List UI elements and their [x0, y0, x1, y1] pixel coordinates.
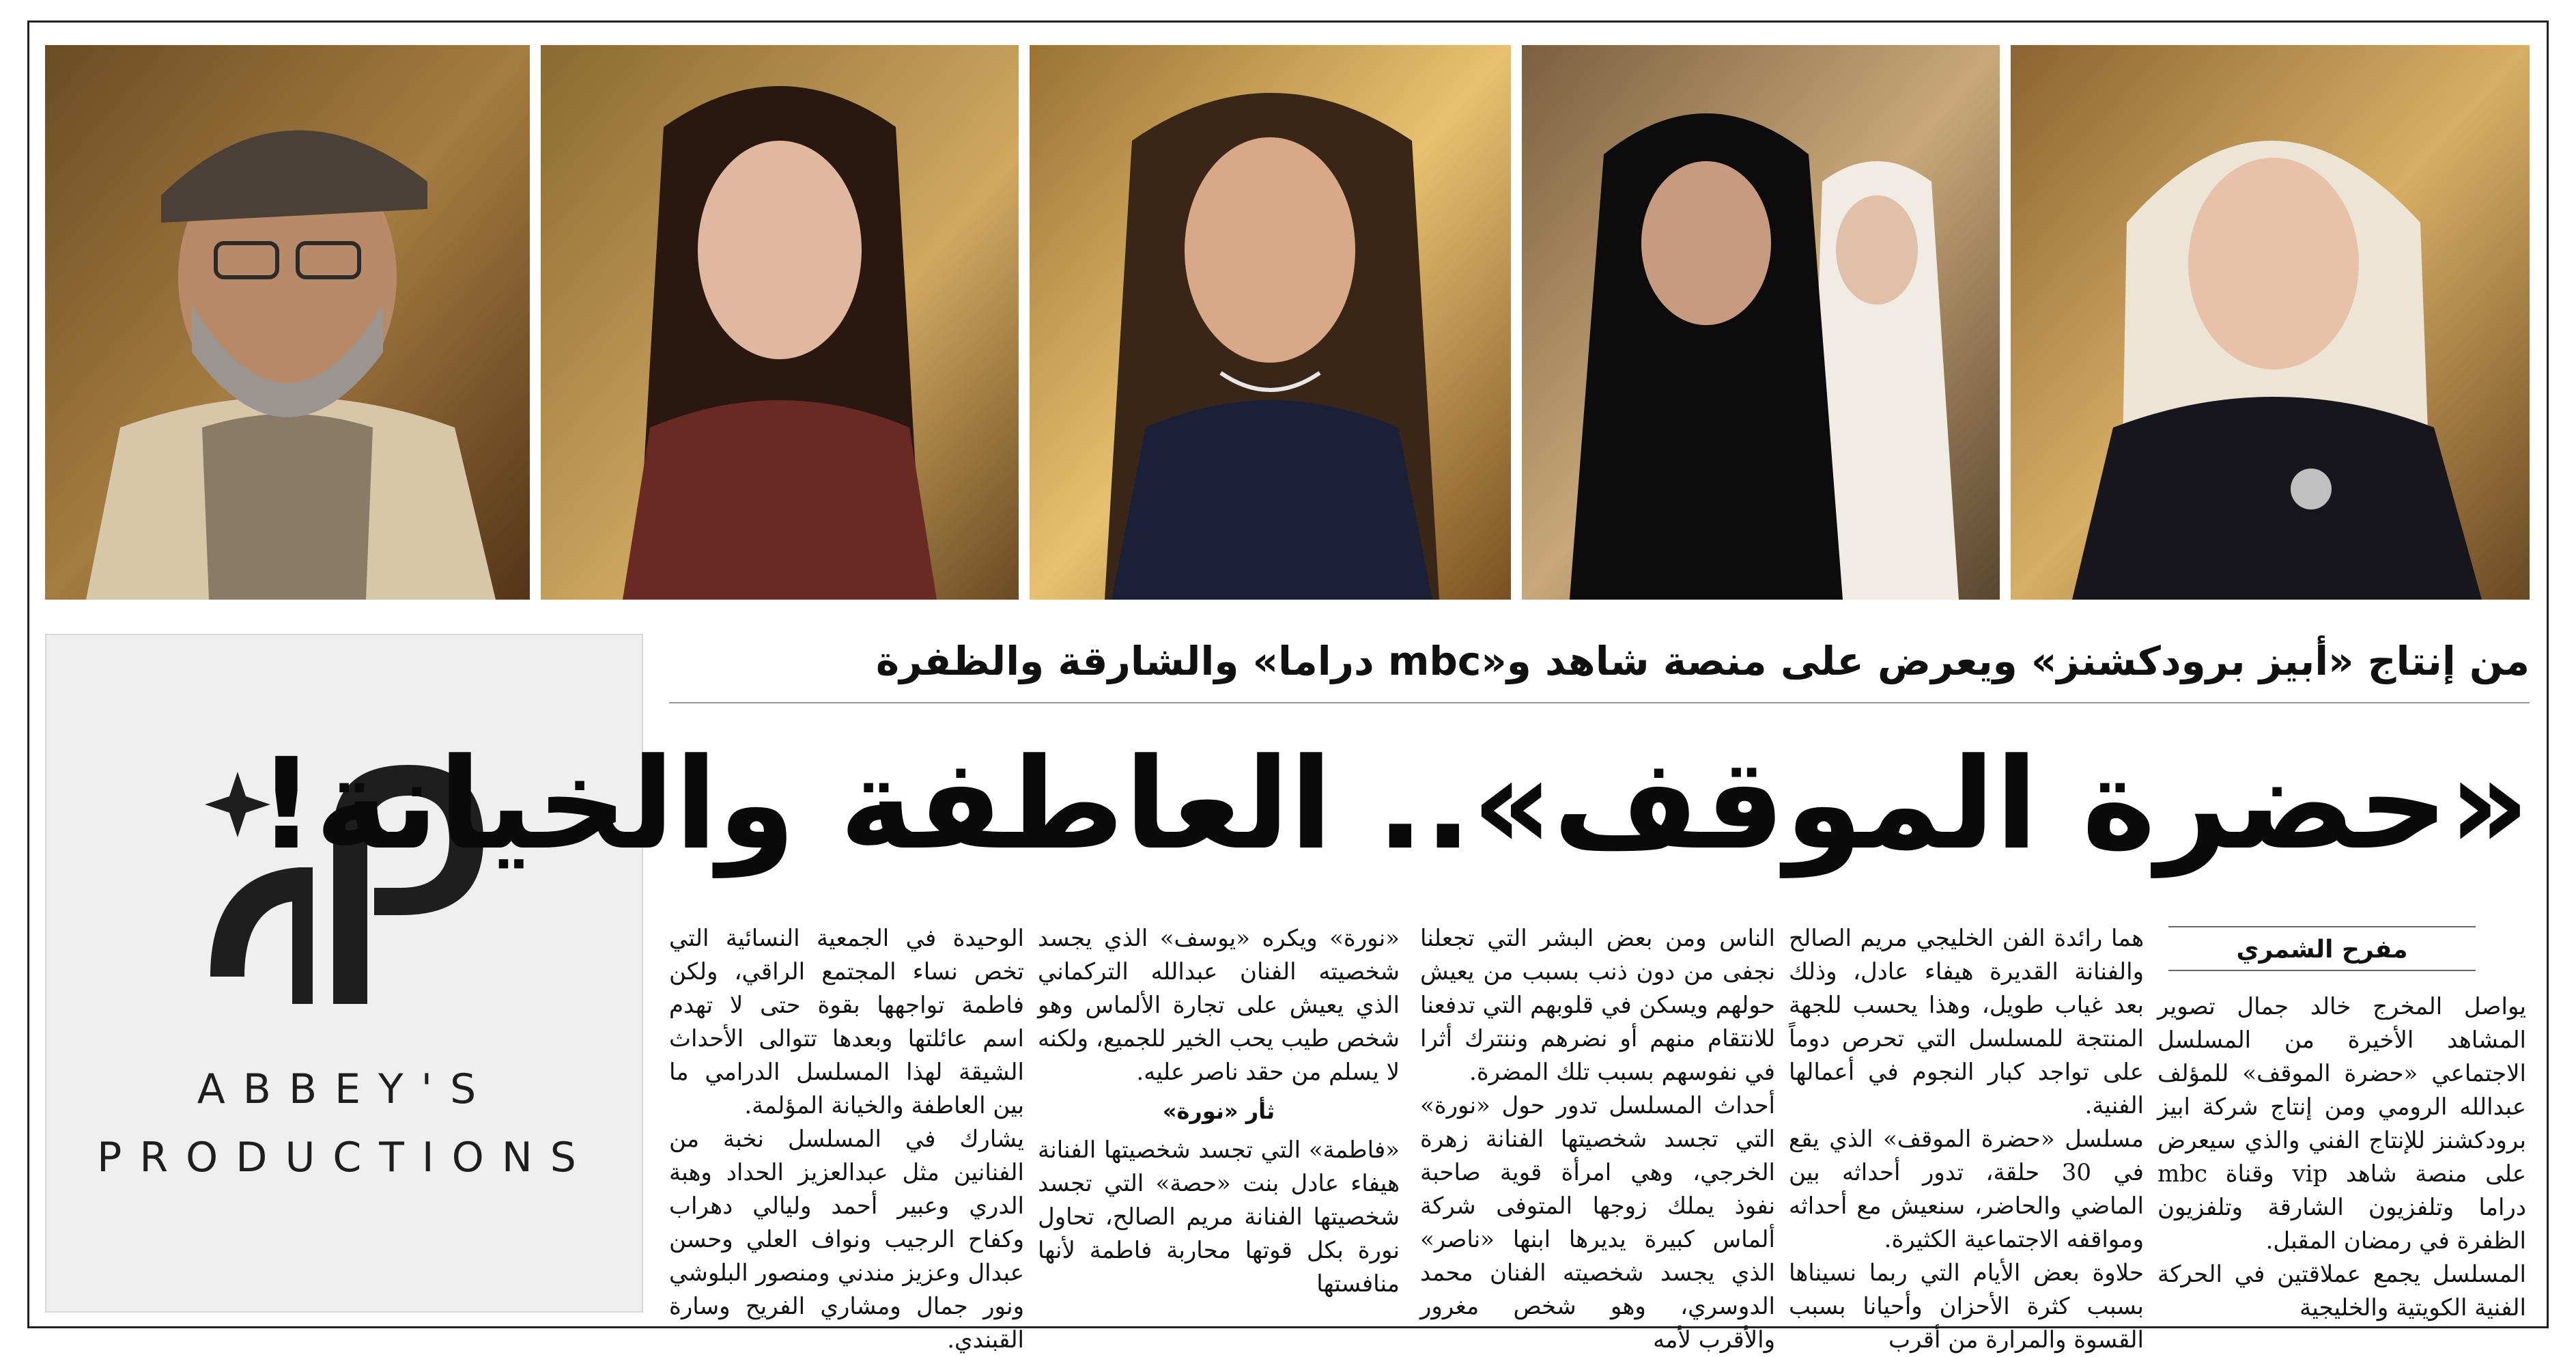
- byline-author: مفرح الشمري: [2168, 926, 2476, 971]
- paragraph: الناس ومن بعض البشر التي تجعلنا نجفى من دون ذنب بسبب من يعيش حولهم ويسكن في قلوبهم التي تدفعنا للانتقام منهم أو نضرهم وننترك أثرا في نفوسهم بسبب تلك المضرة.: [1420, 925, 1775, 1086]
- article-column-3: [1420, 922, 1775, 1354]
- paragraph: «فاطمة» التي تجسد شخصيتها الفنانة هيفاء عادل بنت «حصة» التي تجسد شخصيتها الفنانة مريم الصالح، تحاول نورة بكل قوتها محاربة فاطمة لأنها منافستها: [1038, 1136, 1400, 1298]
- photo-actress-brown-dress: [541, 45, 1019, 600]
- logo-line-productions: PRODUCTIONS: [97, 1134, 594, 1181]
- photo-actresses-black-abaya: [1522, 45, 2000, 600]
- article-column-5: [669, 922, 1024, 1354]
- article-column-1: [2157, 990, 2526, 1321]
- paragraph: الوحيدة في الجمعية النسائية التي تخص نساء المجتمع الراقي، ولكن فاطمة تواجهها بقوة حتى لا تهدم اسم عائلتها وبعدها تتوالى الأحداث الشيقة لهذا المسلسل الدرامي ما بين العاطفة والخيانة المؤلمة.: [669, 925, 1024, 1119]
- photo-actress-hijab: [2011, 45, 2530, 600]
- photo-actor-cap: [45, 45, 530, 600]
- kicker-headline: من إنتاج «أبيز برودكشنز» ويعرض على منصة شاهد و«mbc دراما» والشارقة والظفرة: [875, 638, 2530, 684]
- photo-actress-center: [1030, 45, 1511, 600]
- paragraph: «نورة» ويكره «يوسف» الذي يجسد شخصيته الفنان عبدالله التركماني الذي يعيش على تجارة الألماس وهو شخص طيب يحب الخير للجميع، ولكنه لا يسلم من حقد ناصر عليه.: [1038, 925, 1400, 1086]
- main-title: «حضرة الموقف».. العاطفة والخيانة!: [257, 731, 2530, 878]
- article-column-4: [1038, 922, 1400, 1311]
- paragraph: مسلسل «حضرة الموقف» الذي يقع في 30 حلقة، تدور أحداثه بين الماضي والحاضر، سنعيش مع أحداثه ومواقفه الاجتماعية الكثيرة.: [1789, 1125, 2144, 1253]
- paragraph: هما رائدة الفن الخليجي مريم الصالح والفنانة القديرة هيفاء عادل، وذلك بعد غياب طويل، وهذا يحسب للجهة المنتجة للمسلسل التي تحرص دوماً على تواجد كبار النجوم في أعمالها الفنية.: [1789, 925, 2144, 1119]
- photo-strip: [45, 45, 2530, 600]
- logo-line-abbeys: ABBEY'S: [197, 1065, 494, 1113]
- subheading: ثأر «نورة»: [1162, 1098, 1275, 1124]
- paragraph: أحداث المسلسل تدور حول «نورة» التي تجسد شخصيتها الفنانة زهرة الخرجي، وهي امرأة قوية صاحبة نفوذ يملك زوجها المتوفى شركة ألماس كبيرة يديرها ابنها «ناصر» الذي يجسد شخصيته الفنان محمد الدوسري، وهو شخص مغرور والأقرب لأمه: [1420, 1092, 1775, 1354]
- paragraph: المسلسل يجمع عملاقتين في الحركة الفنية الكويتية والخليجية: [2157, 1261, 2526, 1321]
- paragraph: حلاوة بعض الأيام التي ربما نسيناها بسبب كثرة الأحزان وأحيانا بسبب القسوة والمرارة من أقرب: [1789, 1259, 2144, 1354]
- paragraph: يشارك في المسلسل نخبة من الفنانين مثل عبدالعزيز الحداد وهبة الدري وعبير أحمد وليالي دهراب وكفاح الرجيب ونواف العلي وحسن عبدال وعزيز مندني ومنصور البلوشي ونور جمال ومشاري الفريح وسارة القبندي.: [669, 1125, 1024, 1354]
- headline-rule: [669, 702, 2530, 703]
- paragraph: يواصل المخرج خالد جمال تصوير المشاهد الأخيرة من المسلسل الاجتماعي «حضرة الموقف» للمؤلف عبدالله الرومي ومن إنتاج شركة ابيز برودكشنز للإنتاج الفني والذي سيعرض على منصة شاهد vip وقناة mbc دراما وتلفزيون الشارقة وتلفزيون الظفرة في رمضان المقبل.: [2157, 993, 2526, 1255]
- article-column-2: [1789, 922, 2144, 1354]
